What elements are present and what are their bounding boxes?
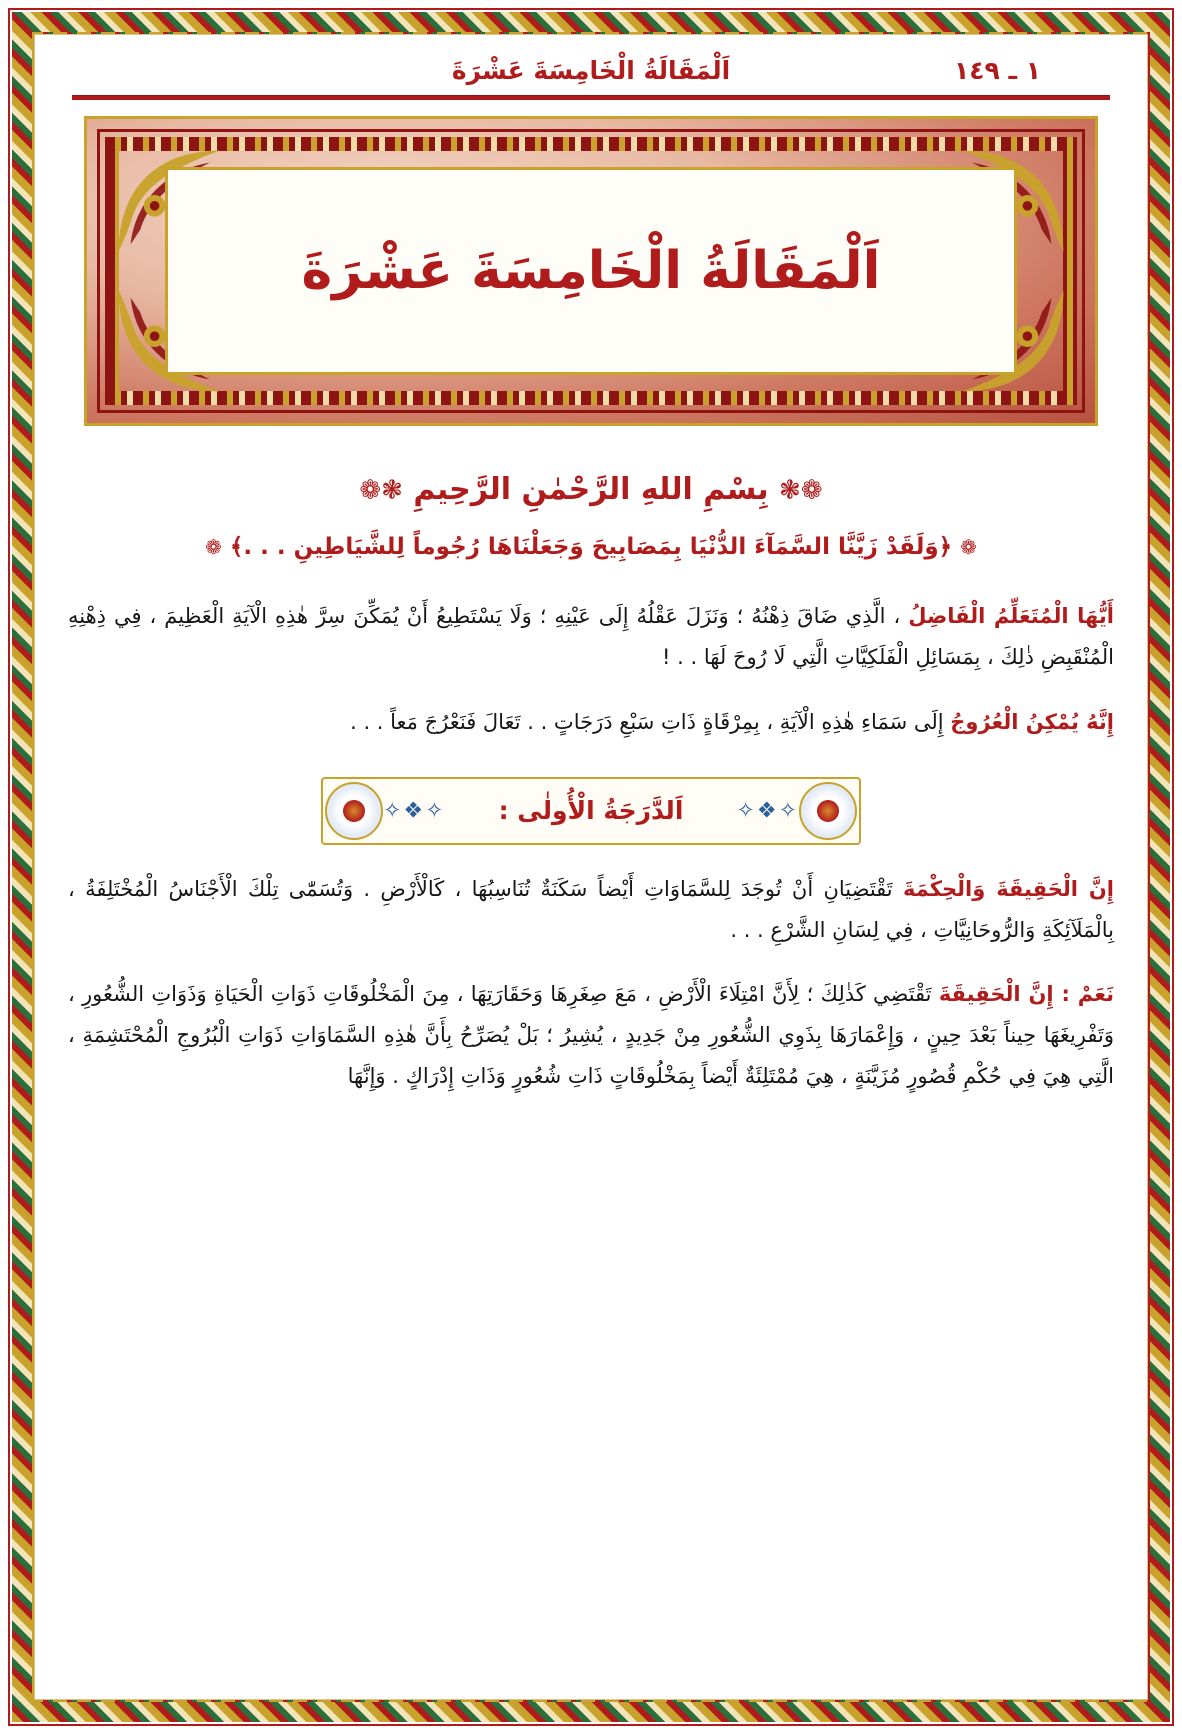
- quran-verse: [62, 529, 1120, 566]
- header-divider: [72, 95, 1110, 100]
- paragraph-lead: أَيُّهَا الْمُتَعَلِّمُ الْفَاضِلُ: [908, 603, 1114, 628]
- plaque-title-field: [165, 167, 1017, 375]
- floral-ornament-icon: ❃❁: [359, 475, 403, 506]
- paragraph-lead: إِنَّ الْحَقِيقَةَ وَالْحِكْمَةَ: [902, 876, 1115, 901]
- floret-ornament-icon: ❁: [960, 535, 977, 559]
- paragraph-body: تَقْتَضِي كَذٰلِكَ ؛ لِأَنَّ امْتِلَاءَ الْأَرْضِ ، مَعَ صِغَرِهَا وَحَقَارَتِهَا ، مِنَ الْمَخْلُوقَاتِ ذَوَاتِ الْحَيَاةِ وَذَوَاتِ الشُّعُورِ ، وَتَفْرِيغَهَا حِيناً بَعْدَ حِينٍ ، وَإِعْمَارَهَا بِذَوِي الشُّعُورِ مِنْ جَدِيدٍ ، يُشِيرُ ؛ بَلْ يُصَرِّحُ بِأَنَّ هٰذِهِ السَّمَاوَاتِ ذَوَاتِ الْبُرُوجِ الْمُحْتَشِمَةِ ، الَّتِي هِيَ فِي حُكْمِ قُصُورٍ مُزَيَّنَةٍ ، هِيَ مُمْتَلِئَةٌ أَيْضاً بِمَخْلُوقَاتٍ ذَاتِ شُعُورٍ وَذَاتِ إِدْرَاكٍ . وَإِنَّهَا: [68, 982, 1114, 1089]
- medallion-ornament-icon: [799, 782, 857, 840]
- paragraph-body: ، الَّذِي ضَاقَ ذِهْنُهُ ؛ وَنَزَلَ عَقْلُهُ إِلَى عَيْنِهِ ؛ وَلَا يَسْتَطِيعُ أَنْ يُمَكِّنَ سِرَّ هٰذِهِ الْآيَةِ الْعَظِيمَ ، فِي ذِهْنِهِ الْمُنْقَبِضِ ذٰلِكَ ، بِمَسَائِلِ الْفَلَكِيَّاتِ الَّتِي لَا رُوحَ لَهَا . . !: [68, 603, 1114, 669]
- paragraph-body: إِلَى سَمَاءِ هٰذِهِ الْآيَةِ ، بِمِرْقَاةٍ ذَاتِ سَبْعِ دَرَجَاتٍ . . تَعَالَ فَنَعْرُجَ مَعاً . . .: [350, 709, 944, 734]
- flourish-ornament-icon: ✧❖✧: [383, 798, 446, 824]
- floret-ornament-icon: ❁: [205, 535, 222, 559]
- page-header: [62, 56, 1120, 85]
- section-heading-text: اَلدَّرَجَةُ الْأُولٰى :: [498, 796, 684, 826]
- paragraph-lead: نَعَمْ : إِنَّ الْحَقِيقَةَ: [938, 982, 1115, 1007]
- paragraph-lead: إِنَّهُ يُمْكِنُ الْعُرُوجُ: [950, 709, 1114, 734]
- header-title: اَلْمَقَالَةُ الْخَامِسَةَ عَشْرَةَ: [451, 56, 731, 85]
- basmala-text: بِسْمِ اللهِ الرَّحْمٰنِ الرَّحِيمِ: [413, 472, 769, 507]
- chapter-title: اَلْمَقَالَةُ الْخَامِسَةَ عَشْرَةَ: [301, 240, 881, 301]
- chapter-title-plaque: [84, 116, 1098, 426]
- flourish-ornament-icon: ✧❖✧: [736, 798, 799, 824]
- section-heading-bar: [321, 777, 861, 845]
- paragraph: [62, 974, 1120, 1097]
- paragraph-body: تَقْتَضِيَانِ أَنْ تُوجَدَ لِلسَّمَاوَاتِ أَيْضاً سَكَنَةٌ تُنَاسِبُهَا ، كَالْأَرْضِ . وَتُسَمّٰى تِلْكَ الْأَجْنَاسُ الْمُخْتَلِفَةُ ، بِالْمَلَآئِكَةِ وَالرُّوحَانِيَّاتِ ، فِي لِسَانِ الشَّرْعِ . . .: [68, 876, 1114, 942]
- basmala-line: [62, 472, 1120, 507]
- paragraph: [62, 869, 1120, 951]
- page-content: [62, 56, 1120, 1684]
- medallion-ornament-icon: [325, 782, 383, 840]
- verse-text: ﴿وَلَقَدْ زَيَّنَّا السَّمَآءَ الدُّنْيَا بِمَصَابِيحَ وَجَعَلْنَاهَا رُجُوماً لِلشَّيَاطِينِ . . .﴾: [229, 534, 953, 560]
- page-number: ١ ـ ١٤٩: [954, 56, 1041, 85]
- paragraph: [62, 702, 1120, 743]
- paragraph: [62, 596, 1120, 678]
- floral-ornament-icon: ❁❃: [779, 475, 823, 506]
